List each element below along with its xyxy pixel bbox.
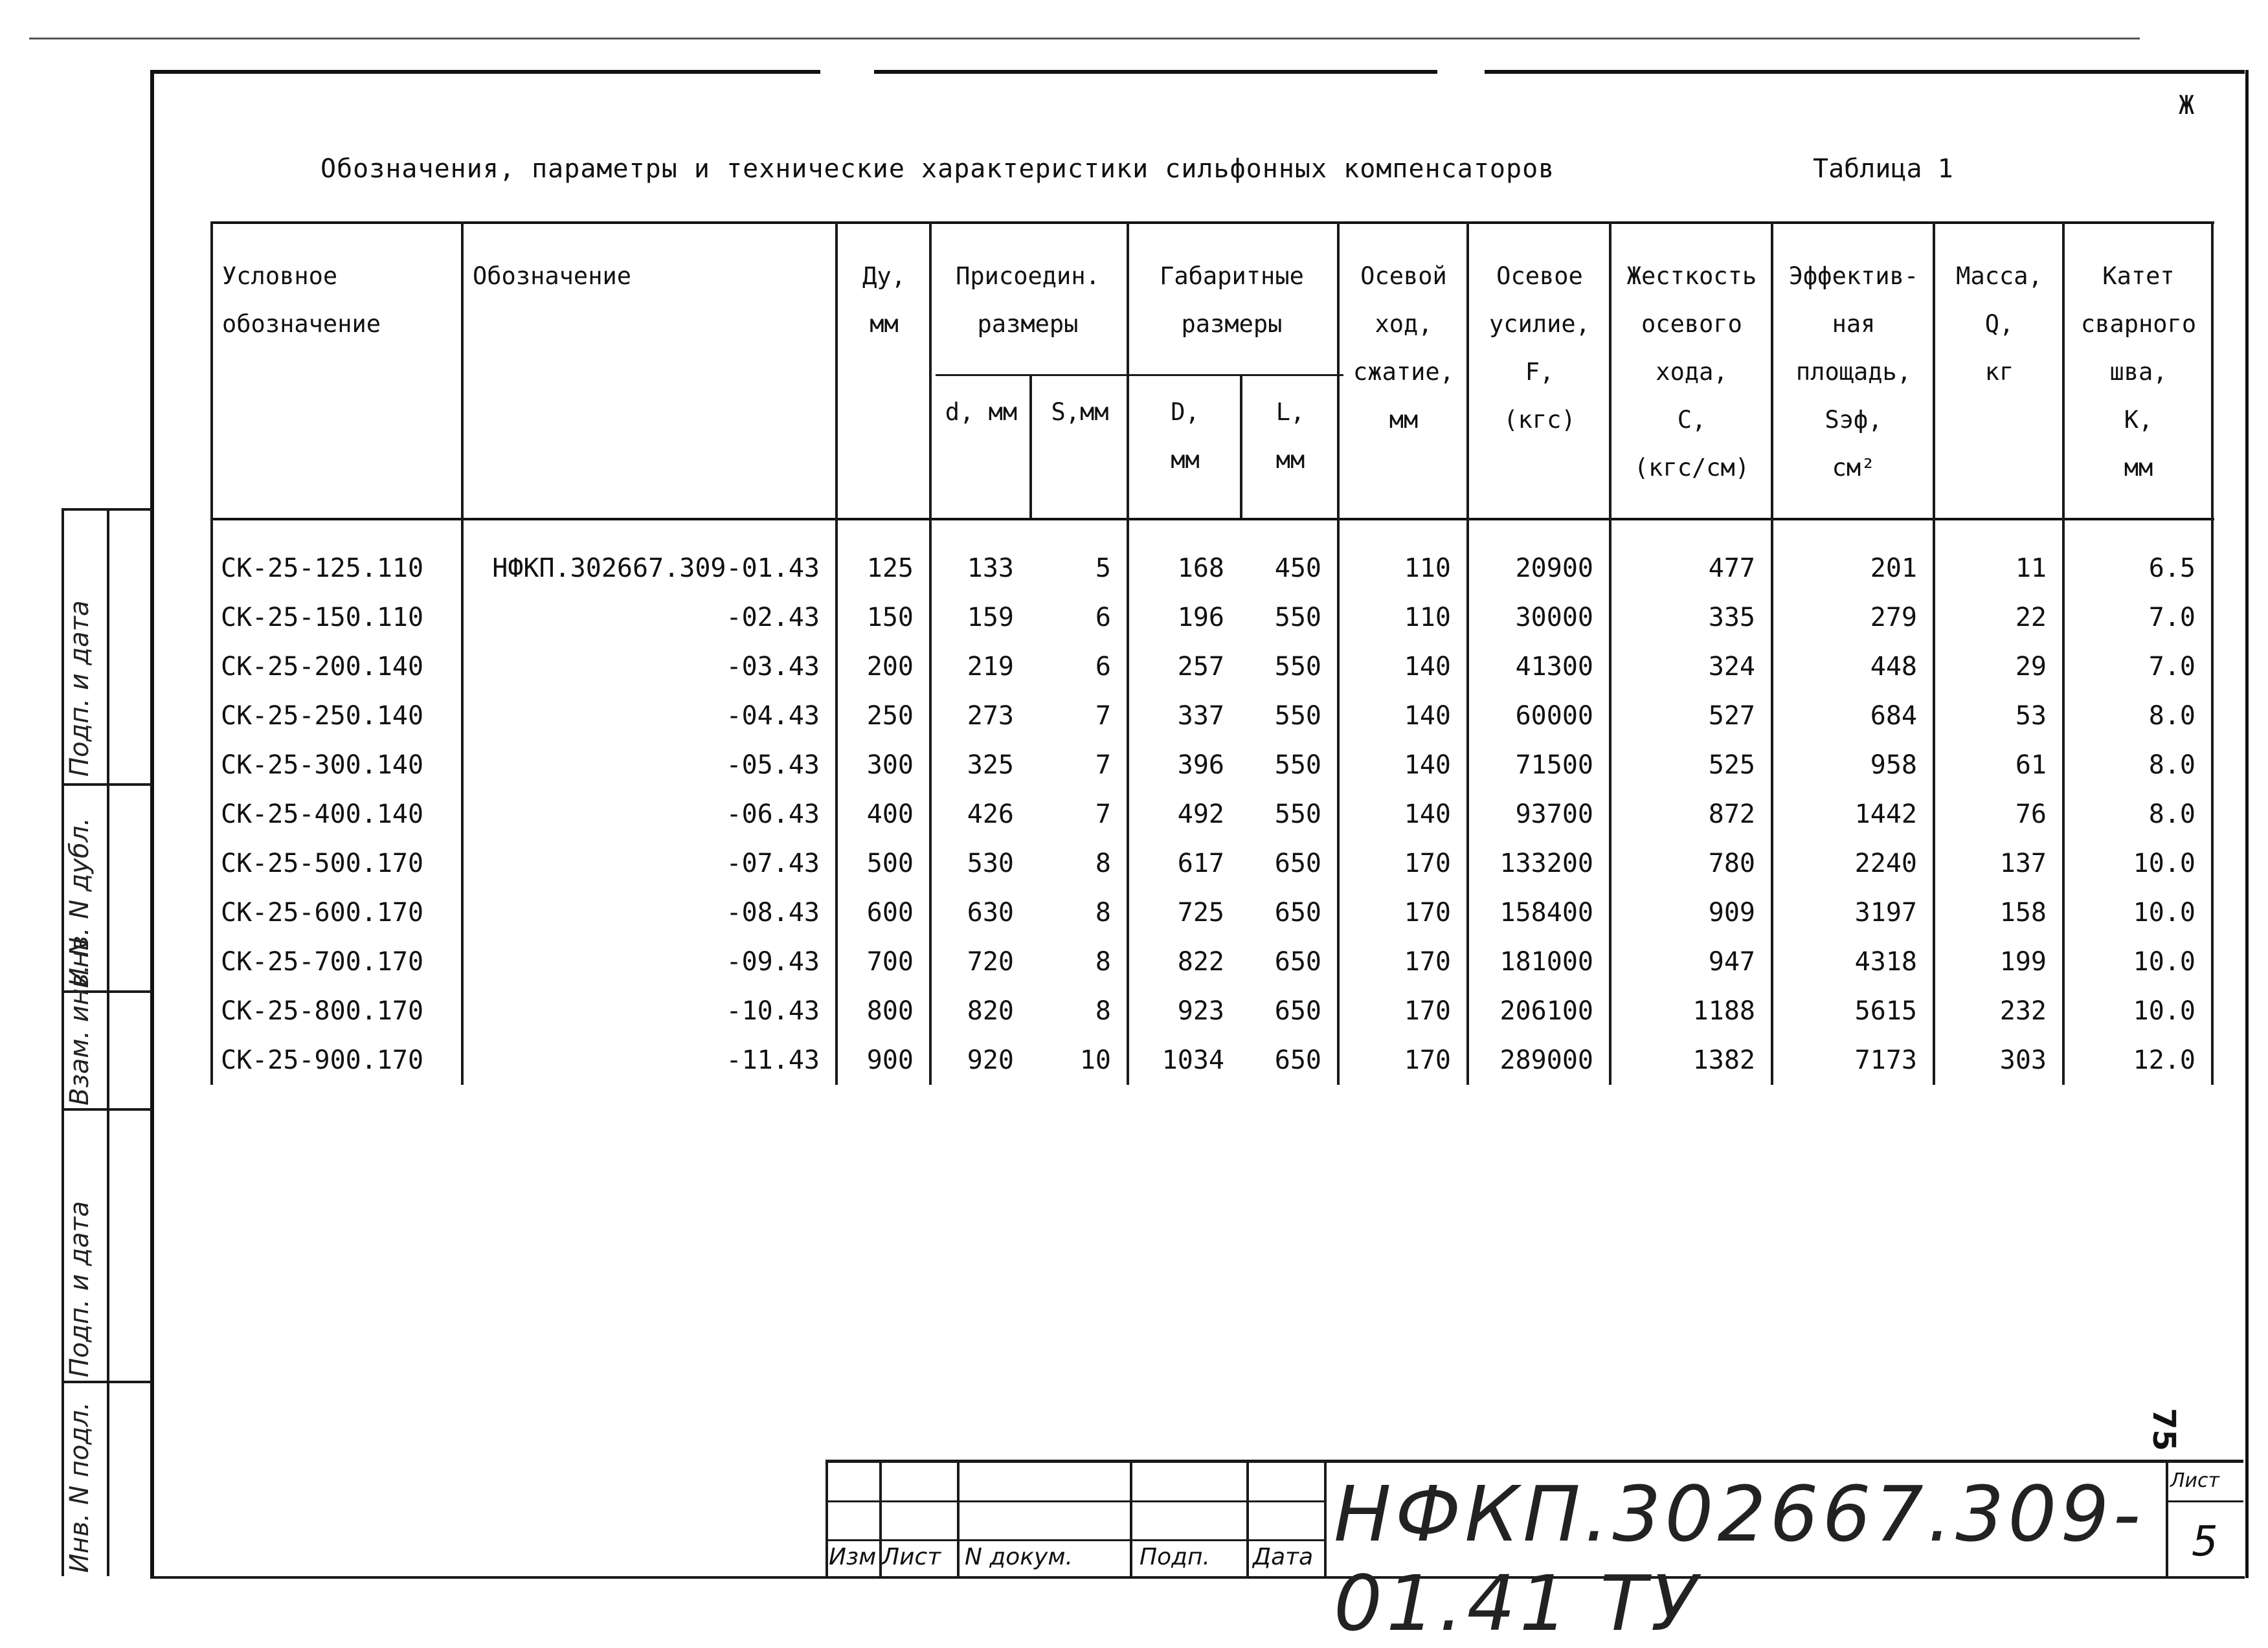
table-cell: 30000 bbox=[1515, 603, 1593, 632]
table-cell: 7 bbox=[1095, 799, 1111, 829]
table-cell: 158400 bbox=[1499, 898, 1593, 928]
table-column-header: Эффектив- bbox=[1788, 262, 1919, 290]
table-cell: 170 bbox=[1404, 1045, 1451, 1075]
table-cell: 140 bbox=[1404, 701, 1451, 731]
table-cell: 8.0 bbox=[2148, 799, 2195, 829]
table-column-header: ная bbox=[1832, 310, 1876, 338]
table-column-separator bbox=[1933, 221, 1935, 1085]
table-cell: 159 bbox=[967, 603, 1014, 632]
table-column-header: сжатие, bbox=[1353, 358, 1454, 386]
col-label-change: Изм bbox=[829, 1544, 877, 1570]
table-cell: 279 bbox=[1870, 603, 1917, 632]
table-cell: 325 bbox=[967, 750, 1014, 780]
side-stamp-divider bbox=[62, 508, 152, 511]
table-cell: 958 bbox=[1870, 750, 1917, 780]
table-column-header: мм bbox=[2124, 454, 2153, 482]
table-column-header: Масса, bbox=[1956, 262, 2043, 290]
side-stamp-divider bbox=[62, 1381, 152, 1383]
table-cell: 41300 bbox=[1515, 652, 1593, 682]
table-cell: -08.43 bbox=[726, 898, 820, 928]
table-cell: 289000 bbox=[1499, 1045, 1593, 1075]
table-cell: 6 bbox=[1095, 652, 1111, 682]
table-cell: 168 bbox=[1177, 553, 1224, 583]
top-edge-line bbox=[29, 38, 2140, 39]
table-cell: -09.43 bbox=[726, 947, 820, 977]
table-cell: 780 bbox=[1708, 849, 1755, 878]
table-column-header: мм bbox=[1171, 446, 1200, 474]
table-cell: 300 bbox=[866, 750, 914, 780]
table-cell: 6 bbox=[1095, 603, 1111, 632]
table-cell: 250 bbox=[866, 701, 914, 731]
table-cell: 10.0 bbox=[2133, 849, 2195, 878]
table-cell: 909 bbox=[1708, 898, 1755, 928]
side-label-orig-inv: Инв. N подл. bbox=[65, 1401, 95, 1573]
table-column-header: Жесткость bbox=[1626, 262, 1757, 290]
table-cell: -10.43 bbox=[726, 996, 820, 1026]
table-cell: 7.0 bbox=[2148, 603, 2195, 632]
table-cell: 3197 bbox=[1854, 898, 1917, 928]
table-cell: 4318 bbox=[1854, 947, 1917, 977]
table-cell: 450 bbox=[1274, 553, 1321, 583]
table-number: Таблица 1 bbox=[1813, 154, 1953, 184]
table-cell: 201 bbox=[1870, 553, 1917, 583]
table-cell: 158 bbox=[1999, 898, 2047, 928]
title-block-row bbox=[825, 1539, 1324, 1541]
table-column-separator bbox=[1466, 221, 1469, 1085]
table-cell: 133 bbox=[967, 553, 1014, 583]
table-cell: 170 bbox=[1404, 947, 1451, 977]
table-cell: 550 bbox=[1274, 603, 1321, 632]
side-label-sign-date: Подп. и дата bbox=[65, 600, 95, 777]
table-column-header: Осевое bbox=[1496, 262, 1583, 290]
table-cell: 684 bbox=[1870, 701, 1917, 731]
table-cell: 232 bbox=[1999, 996, 2047, 1026]
table-cell: 10 bbox=[1079, 1045, 1111, 1075]
sheet-number: 5 bbox=[2192, 1518, 2218, 1566]
table-cell: 257 bbox=[1177, 652, 1224, 682]
table-cell: 200 bbox=[866, 652, 914, 682]
table-cell: 600 bbox=[866, 898, 914, 928]
frame-top-segment bbox=[150, 70, 820, 74]
table-cell: 650 bbox=[1274, 898, 1321, 928]
table-cell: 530 bbox=[967, 849, 1014, 878]
table-column-header: Осевой bbox=[1360, 262, 1447, 290]
table-cell: СК-25-700.170 bbox=[221, 947, 424, 977]
table-cell: 125 bbox=[866, 553, 914, 583]
col-label-signature: Подп. bbox=[1140, 1544, 1210, 1570]
table-header-border bbox=[210, 518, 2214, 520]
table-cell: 76 bbox=[2015, 799, 2047, 829]
table-cell: 1442 bbox=[1854, 799, 1917, 829]
table-cell: 60000 bbox=[1515, 701, 1593, 731]
table-cell: 400 bbox=[866, 799, 914, 829]
table-cell: 820 bbox=[967, 996, 1014, 1026]
table-cell: СК-25-200.140 bbox=[221, 652, 424, 682]
title-block-col bbox=[825, 1460, 828, 1576]
table-column-separator bbox=[2062, 221, 2065, 1085]
table-cell: 492 bbox=[1177, 799, 1224, 829]
table-cell: 7 bbox=[1095, 750, 1111, 780]
sheet-label: Лист bbox=[2170, 1469, 2220, 1492]
table-cell: 7173 bbox=[1854, 1045, 1917, 1075]
table-top-border bbox=[210, 221, 2214, 224]
side-stamp-outer bbox=[62, 508, 64, 1576]
table-cell: 1188 bbox=[1692, 996, 1755, 1026]
title-block-row bbox=[825, 1500, 1324, 1502]
table-cell: 11 bbox=[2015, 553, 2047, 583]
table-column-header: шва, bbox=[2109, 358, 2168, 386]
table-cell: 8.0 bbox=[2148, 701, 2195, 731]
table-cell: -04.43 bbox=[726, 701, 820, 731]
table-column-header: S,мм bbox=[1051, 398, 1109, 426]
table-cell: -02.43 bbox=[726, 603, 820, 632]
table-cell: 324 bbox=[1708, 652, 1755, 682]
side-stamp-divider bbox=[62, 783, 152, 786]
table-cell: 170 bbox=[1404, 996, 1451, 1026]
table-cell: 10.0 bbox=[2133, 947, 2195, 977]
table-column-header: D, bbox=[1171, 398, 1200, 426]
table-cell: 29 bbox=[2015, 652, 2047, 682]
table-column-separator bbox=[1127, 221, 1129, 1085]
table-cell: 20900 bbox=[1515, 553, 1593, 583]
table-column-header: усилие, bbox=[1489, 310, 1590, 338]
col-label-sheet: Лист bbox=[882, 1544, 941, 1570]
table-cell: 181000 bbox=[1499, 947, 1593, 977]
table-cell: 206100 bbox=[1499, 996, 1593, 1026]
table-cell: 337 bbox=[1177, 701, 1224, 731]
title-block-col bbox=[957, 1460, 960, 1576]
frame-top-segment bbox=[874, 70, 1437, 74]
table-cell: 273 bbox=[967, 701, 1014, 731]
table-cell: НФКП.302667.309-01.43 bbox=[492, 553, 820, 583]
table-cell: 6.5 bbox=[2148, 553, 2195, 583]
table-cell: 920 bbox=[967, 1045, 1014, 1075]
table-cell: 137 bbox=[1999, 849, 2047, 878]
table-cell: СК-25-150.110 bbox=[221, 603, 424, 632]
table-column-separator bbox=[1029, 374, 1032, 518]
table-column-separator bbox=[1771, 221, 1773, 1085]
table-cell: 426 bbox=[967, 799, 1014, 829]
table-column-separator bbox=[2211, 221, 2214, 1085]
table-cell: 650 bbox=[1274, 1045, 1321, 1075]
table-cell: 550 bbox=[1274, 750, 1321, 780]
table-column-header: осевого bbox=[1641, 310, 1742, 338]
table-cell: СК-25-500.170 bbox=[221, 849, 424, 878]
table-title: Обозначения, параметры и технические характеристики сильфонных компенсаторов bbox=[320, 154, 1555, 184]
table-cell: 550 bbox=[1274, 799, 1321, 829]
table-cell: 8 bbox=[1095, 996, 1111, 1026]
table-cell: 61 bbox=[2015, 750, 2047, 780]
table-cell: 53 bbox=[2015, 701, 2047, 731]
table-column-separator bbox=[929, 221, 932, 1085]
side-stamp-divider bbox=[62, 1108, 152, 1111]
table-cell: 8 bbox=[1095, 947, 1111, 977]
table-cell: 923 bbox=[1177, 996, 1224, 1026]
table-cell: 527 bbox=[1708, 701, 1755, 731]
table-cell: 150 bbox=[866, 603, 914, 632]
table-cell: -06.43 bbox=[726, 799, 820, 829]
table-cell: -07.43 bbox=[726, 849, 820, 878]
table-cell: -11.43 bbox=[726, 1045, 820, 1075]
table-column-header: см² bbox=[1832, 454, 1876, 482]
table-cell: 10.0 bbox=[2133, 898, 2195, 928]
document-code: НФКП.302667.309-01.41 ТУ bbox=[1334, 1469, 2145, 1648]
col-label-doc-number: N докум. bbox=[965, 1544, 1073, 1570]
table-cell: 720 bbox=[967, 947, 1014, 977]
table-cell: 196 bbox=[1177, 603, 1224, 632]
table-cell: 7.0 bbox=[2148, 652, 2195, 682]
table-cell: 8 bbox=[1095, 898, 1111, 928]
table-column-header: Ду, bbox=[862, 262, 906, 290]
table-cell: -05.43 bbox=[726, 750, 820, 780]
table-cell: 477 bbox=[1708, 553, 1755, 583]
table-cell: СК-25-125.110 bbox=[221, 553, 424, 583]
side-label-replace-inv: Взам. инв. N bbox=[65, 937, 95, 1106]
table-column-header: F, bbox=[1525, 358, 1555, 386]
table-cell: 550 bbox=[1274, 701, 1321, 731]
table-column-header: мм bbox=[1389, 406, 1419, 434]
table-cell: 22 bbox=[2015, 603, 2047, 632]
table-cell: 12.0 bbox=[2133, 1045, 2195, 1075]
table-cell: 1034 bbox=[1162, 1045, 1224, 1075]
table-column-header: Условное bbox=[222, 262, 338, 290]
side-label-dup-inv: Инв. N дубл. bbox=[65, 818, 95, 987]
table-cell: 947 bbox=[1708, 947, 1755, 977]
page-mark: 75 bbox=[2146, 1408, 2182, 1451]
table-cell: 630 bbox=[967, 898, 1014, 928]
table-cell: 872 bbox=[1708, 799, 1755, 829]
table-group-header: Габаритные размеры bbox=[1160, 262, 1304, 338]
table-column-separator bbox=[461, 221, 464, 1085]
table-cell: 8.0 bbox=[2148, 750, 2195, 780]
table-cell: 199 bbox=[1999, 947, 2047, 977]
table-column-header: Q, bbox=[1984, 310, 2014, 338]
table-cell: 396 bbox=[1177, 750, 1224, 780]
side-label-sign-date-2: Подп. и дата bbox=[65, 1201, 95, 1377]
table-cell: 133200 bbox=[1499, 849, 1593, 878]
table-cell: 650 bbox=[1274, 996, 1321, 1026]
table-cell: 110 bbox=[1404, 603, 1451, 632]
frame-top-segment bbox=[1485, 70, 2245, 74]
table-cell: 650 bbox=[1274, 947, 1321, 977]
table-cell: 525 bbox=[1708, 750, 1755, 780]
table-column-header: кг bbox=[1984, 358, 2014, 386]
table-column-separator bbox=[210, 221, 213, 1085]
col-label-date: Дата bbox=[1253, 1544, 1314, 1570]
table-column-header: L, bbox=[1275, 398, 1305, 426]
table-cell: 700 bbox=[866, 947, 914, 977]
table-column-separator bbox=[1609, 221, 1611, 1085]
table-cell: 5615 bbox=[1854, 996, 1917, 1026]
table-cell: 93700 bbox=[1515, 799, 1593, 829]
table-column-header: мм bbox=[870, 310, 899, 338]
table-column-header: d, мм bbox=[945, 398, 1018, 426]
table-cell: 448 bbox=[1870, 652, 1917, 682]
title-block-top bbox=[825, 1460, 2243, 1463]
table-column-header: площадь, bbox=[1795, 358, 1912, 386]
table-cell: 219 bbox=[967, 652, 1014, 682]
table-column-header: Sэф, bbox=[1825, 406, 1883, 434]
table-column-separator bbox=[1337, 221, 1340, 1085]
table-column-header: Обозначение bbox=[473, 262, 632, 290]
table-cell: 1382 bbox=[1692, 1045, 1755, 1075]
table-cell: 140 bbox=[1404, 652, 1451, 682]
table-cell: 110 bbox=[1404, 553, 1451, 583]
table-cell: 617 bbox=[1177, 849, 1224, 878]
side-stamp-inner bbox=[107, 508, 109, 1576]
table-cell: 71500 bbox=[1515, 750, 1593, 780]
table-column-separator bbox=[835, 221, 838, 1085]
table-column-separator bbox=[1240, 374, 1242, 518]
table-column-header: ход, bbox=[1375, 310, 1433, 338]
table-column-header: хода, bbox=[1656, 358, 1728, 386]
table-cell: СК-25-900.170 bbox=[221, 1045, 424, 1075]
table-column-header: сварного bbox=[2080, 310, 2197, 338]
corner-mark: Ж bbox=[2179, 91, 2195, 120]
table-cell: -03.43 bbox=[726, 652, 820, 682]
table-column-header: (кгс) bbox=[1503, 406, 1576, 434]
title-block-col bbox=[1324, 1460, 1327, 1576]
table-cell: СК-25-400.140 bbox=[221, 799, 424, 829]
title-block-col bbox=[1130, 1460, 1132, 1576]
table-column-header: обозначение bbox=[222, 310, 381, 338]
table-cell: 335 bbox=[1708, 603, 1755, 632]
table-cell: 900 bbox=[866, 1045, 914, 1075]
table-cell: 500 bbox=[866, 849, 914, 878]
table-cell: 170 bbox=[1404, 898, 1451, 928]
table-group-header: Присоедин. размеры bbox=[956, 262, 1100, 338]
table-column-header: К, bbox=[2124, 406, 2153, 434]
table-cell: 800 bbox=[866, 996, 914, 1026]
table-cell: 725 bbox=[1177, 898, 1224, 928]
table-cell: СК-25-600.170 bbox=[221, 898, 424, 928]
table-column-header: Катет bbox=[2102, 262, 2175, 290]
table-cell: 303 bbox=[1999, 1045, 2047, 1075]
group-divider bbox=[936, 374, 1343, 376]
table-cell: СК-25-250.140 bbox=[221, 701, 424, 731]
table-column-header: (кгс/см) bbox=[1634, 454, 1750, 482]
table-cell: 2240 bbox=[1854, 849, 1917, 878]
table-cell: СК-25-300.140 bbox=[221, 750, 424, 780]
table-cell: 10.0 bbox=[2133, 996, 2195, 1026]
table-cell: СК-25-800.170 bbox=[221, 996, 424, 1026]
table-cell: 822 bbox=[1177, 947, 1224, 977]
table-column-header: мм bbox=[1275, 446, 1305, 474]
table-cell: 8 bbox=[1095, 849, 1111, 878]
title-block-col bbox=[1246, 1460, 1249, 1576]
table-cell: 7 bbox=[1095, 701, 1111, 731]
table-cell: 650 bbox=[1274, 849, 1321, 878]
table-cell: 140 bbox=[1404, 799, 1451, 829]
table-cell: 140 bbox=[1404, 750, 1451, 780]
table-cell: 170 bbox=[1404, 849, 1451, 878]
table-cell: 550 bbox=[1274, 652, 1321, 682]
table-column-header: С, bbox=[1677, 406, 1707, 434]
table-cell: 5 bbox=[1095, 553, 1111, 583]
